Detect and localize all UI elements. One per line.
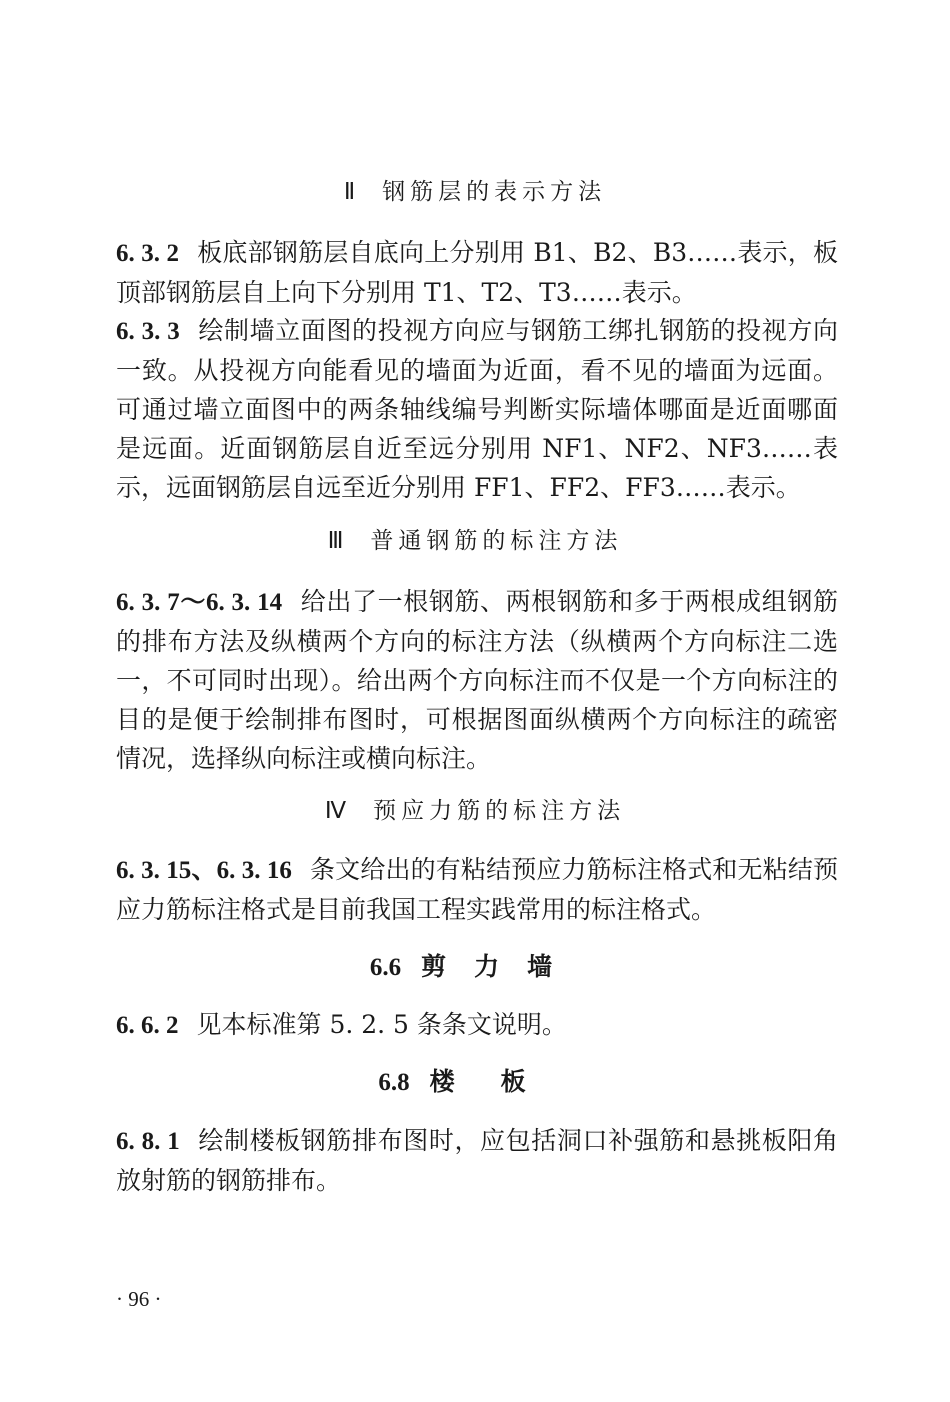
subsection-heading-iii <box>0 526 950 556</box>
clause-number: 6. 3. 3 <box>116 318 180 345</box>
subsection-heading-iv <box>0 796 950 826</box>
heading-title: 钢筋层的表示方法 <box>382 179 607 205</box>
page-number: · 96 · <box>116 1287 162 1311</box>
clause-number: 6. 3. 15、6. 3. 16 <box>116 857 292 884</box>
clause-6-3-7-to-6-3-14 <box>116 582 838 778</box>
heading-numeral: Ⅲ <box>327 528 349 553</box>
clause-6-6-2 <box>116 1005 838 1045</box>
clause-number: 6. 3. 2 <box>116 240 179 267</box>
clause-text: 绘制楼板钢筋排布图时，应包括洞口补强筋和悬挑板阳角放射筋的钢筋排布。 <box>116 1126 838 1195</box>
clause-text: 板底部钢筋层自底向上分别用 B1、B2、B3……表示，板顶部钢筋层自上向下分别用 T1、T2、T3……表示。 <box>116 238 839 307</box>
heading-title: 普通钢筋的标注方法 <box>370 528 623 554</box>
clause-number: 6. 6. 2 <box>116 1012 179 1039</box>
clause-6-3-2 <box>116 233 838 312</box>
clause-text: 见本标准第 5. 2. 5 条条文说明。 <box>196 1010 567 1039</box>
clause-6-3-3 <box>116 311 838 507</box>
section-number: 6.8 <box>378 1069 410 1096</box>
clause-6-3-15-6-3-16 <box>116 850 838 929</box>
clause-text: 给出了一根钢筋、两根钢筋和多于两根成组钢筋的排布方法及纵横两个方向的标注方法（纵横两个方向标注二选一，不可同时出现）。给出两个方向标注而不仅是一个方向标注的目的是便于绘制排布图时，可根据图面纵横两个方向标注的疏密情况，选择纵向标注或横向标注。 <box>116 587 838 773</box>
section-heading-6-6 <box>0 951 950 984</box>
heading-title: 预应力筋的标注方法 <box>373 798 626 824</box>
section-heading-6-8 <box>0 1066 950 1099</box>
clause-text: 绘制墙立面图的投视方向应与钢筋工绑扎钢筋的投视方向一致。从投视方向能看见的墙面为近面，看不见的墙面为远面。可通过墙立面图中的两条轴线编号判断实际墙体哪面是近面哪面是远面。近面钢筋层自近至远分别用 NF1、NF2、NF3……表示，远面钢筋层自远至近分别用 FF1、FF2、FF3……表示。 <box>116 316 838 502</box>
section-number: 6.6 <box>369 954 402 981</box>
clause-number: 6. 3. 7～6. 3. 14 <box>116 589 283 616</box>
heading-numeral: Ⅳ <box>324 798 352 823</box>
clause-number: 6. 8. 1 <box>116 1128 180 1155</box>
subsection-heading-ii <box>0 177 950 207</box>
section-title: 楼板 <box>429 1067 572 1096</box>
heading-numeral: Ⅱ <box>343 179 361 204</box>
clause-text: 条文给出的有粘结预应力筋标注格式和无粘结预应力筋标注格式是目前我国工程实践常用的标注格式。 <box>116 855 838 924</box>
section-title: 剪力墙 <box>421 952 581 981</box>
clause-6-8-1 <box>116 1121 838 1200</box>
